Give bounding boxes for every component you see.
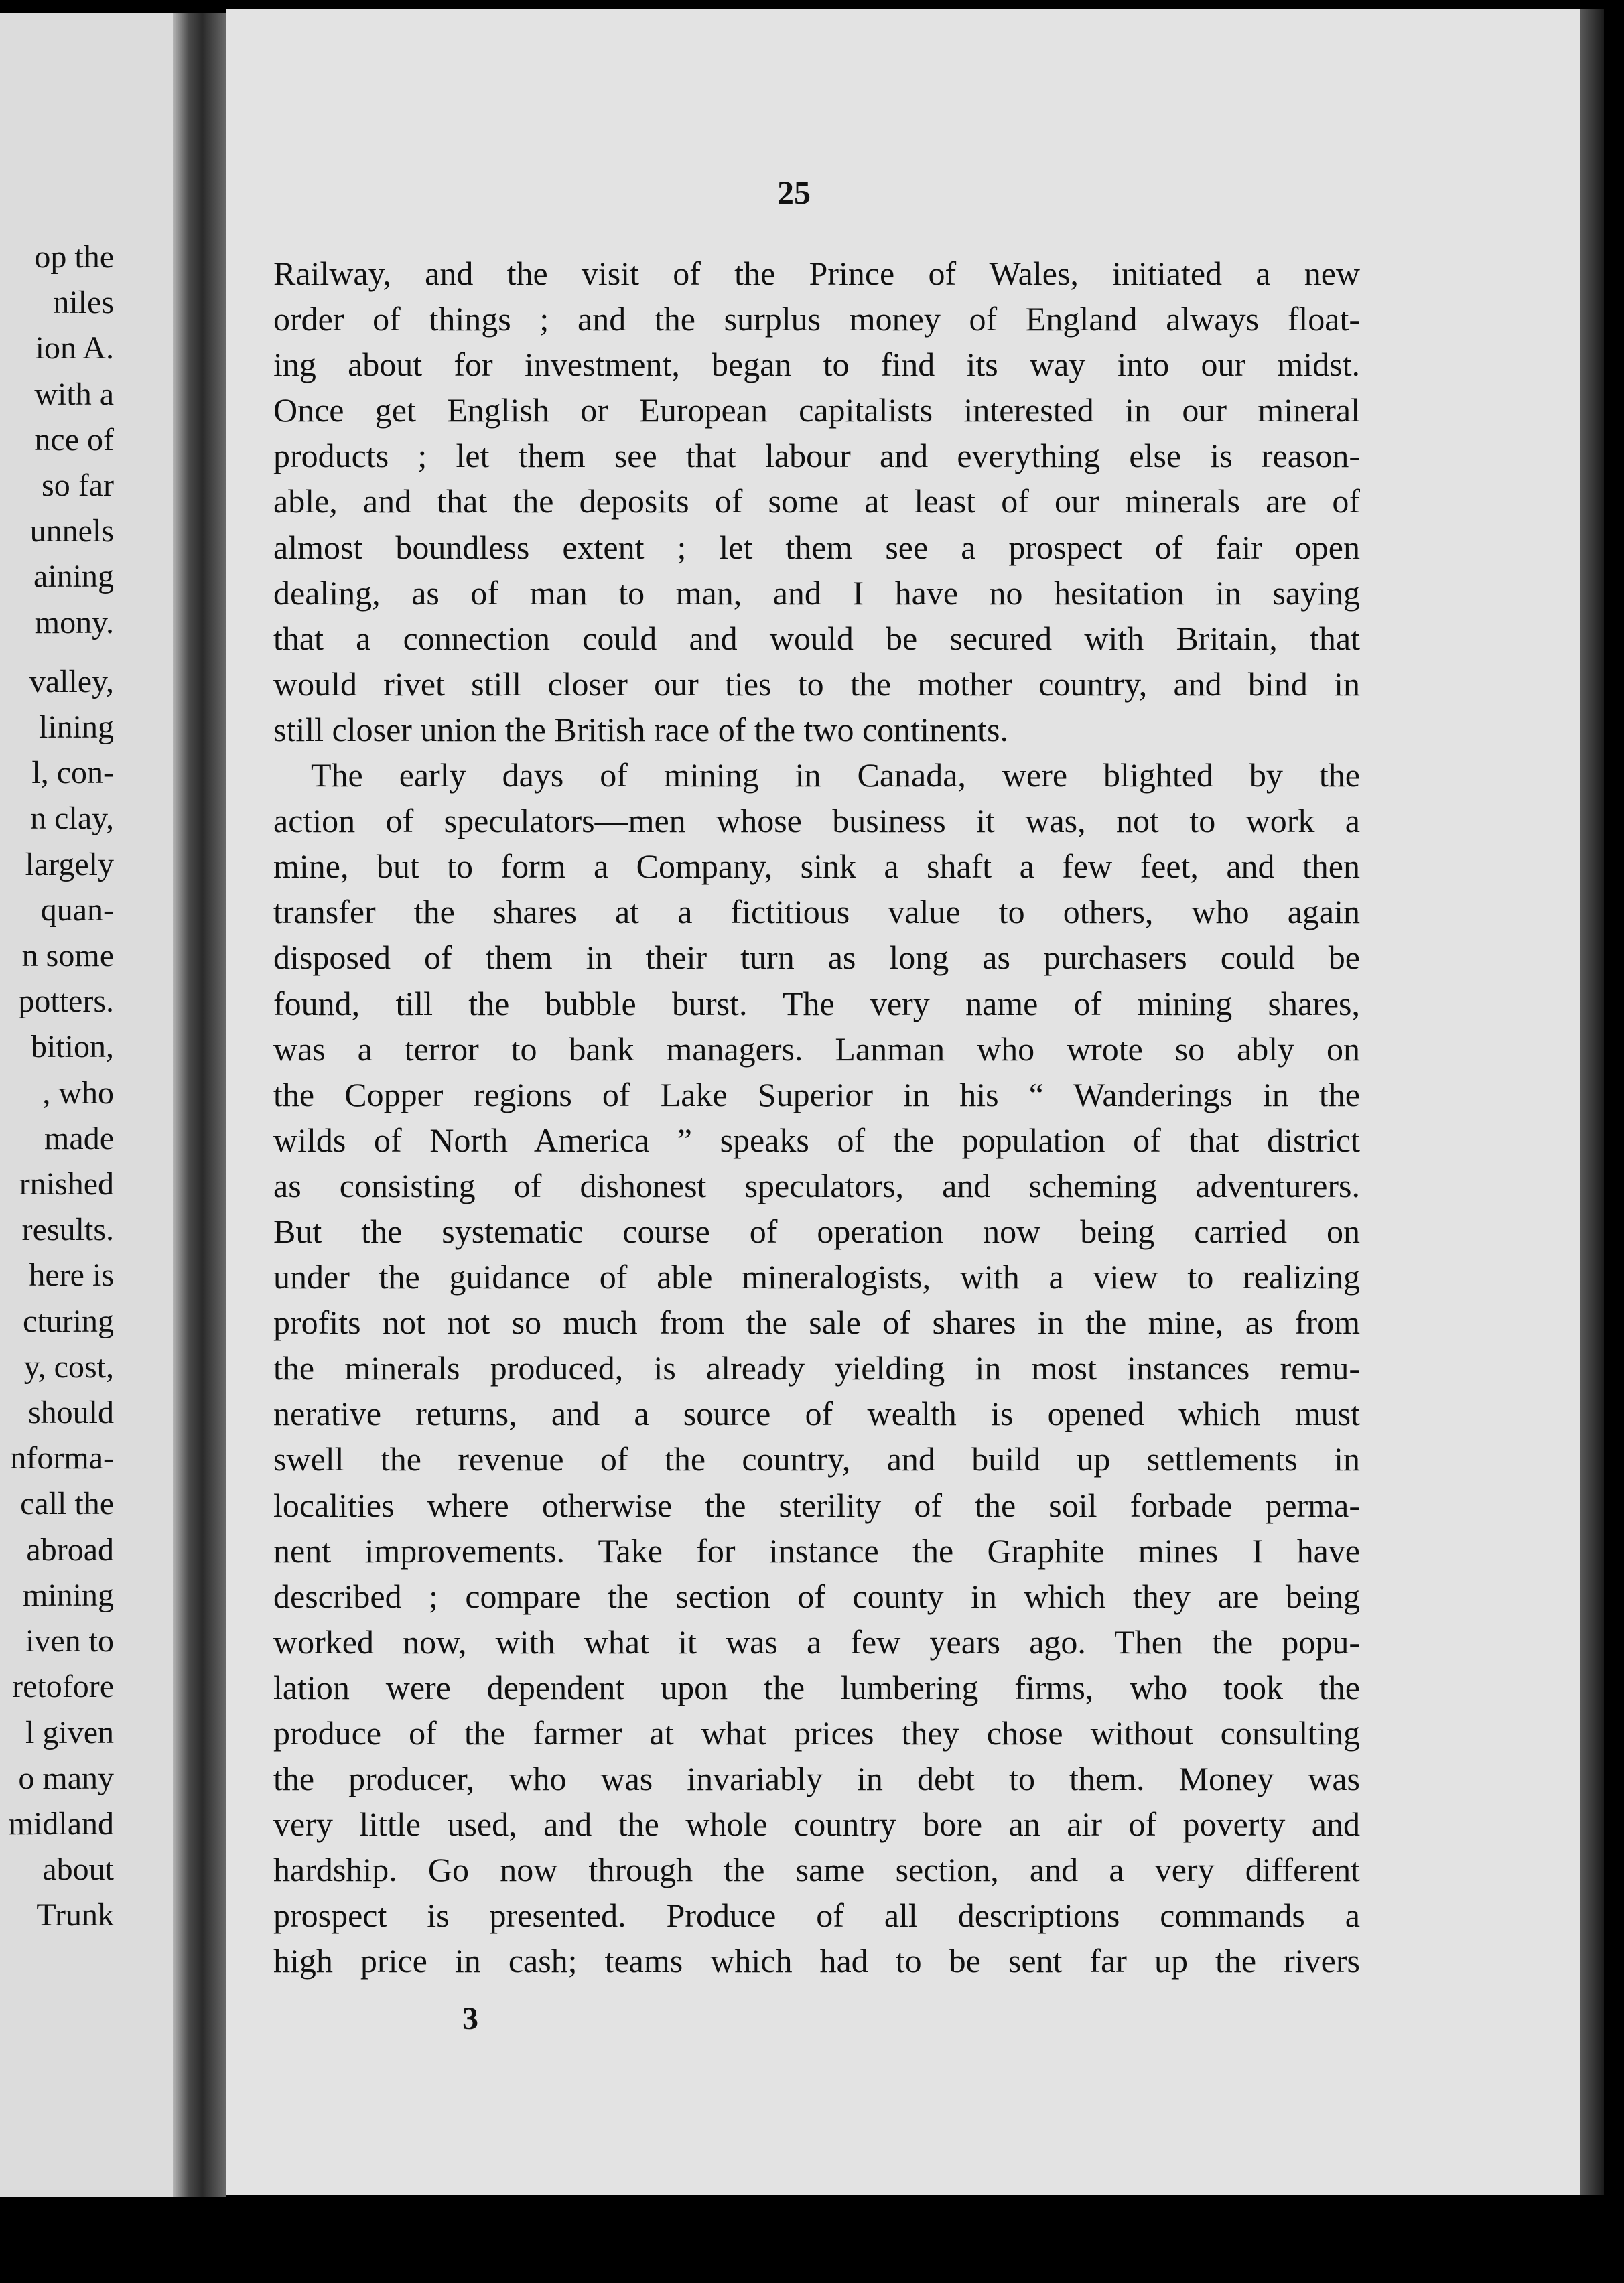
left-facing-page xyxy=(0,13,201,2197)
page-number: 25 xyxy=(777,174,811,211)
text-line: swell the revenue of the country, and build up settlements in xyxy=(273,1440,1360,1478)
left-page-line: made xyxy=(44,1120,114,1156)
text-line: the minerals produced, is already yielding in most instances remu- xyxy=(273,1349,1360,1387)
left-page-line: quan- xyxy=(40,892,114,928)
left-page-line: ion A. xyxy=(35,330,114,366)
left-page-line: potters. xyxy=(18,983,114,1020)
left-page-line: l given xyxy=(25,1714,114,1750)
text-line: as consisting of dishonest speculators, and scheming adventurers. xyxy=(273,1166,1360,1204)
text-line: profits not not so much from the sale of shares in the mine, as from xyxy=(273,1304,1360,1342)
text-line: under the guidance of able mineralogists, with a view to realizing xyxy=(273,1258,1360,1296)
text-line: products ; let them see that labour and everything else is reason- xyxy=(273,437,1360,475)
left-page-line: call the xyxy=(20,1486,114,1522)
left-page-line: aining xyxy=(33,559,114,595)
left-page-line: Trunk xyxy=(36,1897,114,1933)
text-line: nent improvements. Take for instance the Graphite mines I have xyxy=(273,1531,1360,1570)
text-line: dealing, as of man to man, and I have no hesitation in saying xyxy=(273,573,1360,612)
text-line: mine, but to form a Company, sink a shaft a few feet, and then xyxy=(273,847,1360,886)
text-line: wilds of North America ” speaks of the population of that district xyxy=(273,1121,1360,1159)
text-line: was a terror to bank managers. Lanman who wrote so ably on xyxy=(273,1030,1360,1068)
left-page-line: should xyxy=(27,1395,114,1431)
signature-mark: 3 xyxy=(462,2001,478,2036)
text-line: nerative returns, and a source of wealth is opened which must xyxy=(273,1395,1360,1433)
text-line: still closer union the British race of the two continents. xyxy=(273,710,1008,748)
left-page-line: l, con- xyxy=(31,755,114,791)
text-line: lation were dependent upon the lumbering firms, who took the xyxy=(273,1668,1360,1706)
left-page-line: with a xyxy=(34,376,114,412)
left-page-line: mony. xyxy=(34,604,114,640)
left-page-line: y, cost, xyxy=(23,1348,114,1385)
text-line: Railway, and the visit of the Prince of Wales, initiated a new xyxy=(273,255,1360,292)
left-page-line: rnished xyxy=(19,1166,114,1202)
text-line: found, till the bubble burst. The very name of mining shares, xyxy=(273,984,1360,1022)
text-line: action of speculators—men whose business it was, not to work a xyxy=(273,802,1360,840)
body-text xyxy=(273,251,1360,1984)
left-page-line: lining xyxy=(38,709,114,746)
left-page-line: retofore xyxy=(12,1669,114,1705)
text-line: prospect is presented. Produce of all descriptions commands a xyxy=(273,1896,1360,1935)
text-line: Once get English or European capitalists interested in our mineral xyxy=(273,391,1360,429)
text-line: The early days of mining in Canada, were blighted by the xyxy=(311,756,1360,794)
left-page-line: cturing xyxy=(23,1303,114,1339)
text-line: the Copper regions of Lake Superior in his “ Wanderings in the xyxy=(273,1075,1360,1113)
text-line: described ; compare the section of county in which they are being xyxy=(273,1577,1360,1615)
left-page-line: largely xyxy=(25,846,114,882)
left-page-line: nce of xyxy=(34,421,114,458)
left-page-line: iven to xyxy=(25,1623,114,1659)
left-page-line: , who xyxy=(42,1075,114,1111)
text-line: that a connection could and would be secured with Britain, that xyxy=(273,619,1360,657)
left-page-line: valley, xyxy=(29,663,114,699)
text-line: very little used, and the whole country bore an air of poverty and xyxy=(273,1805,1360,1844)
left-page-line: niles xyxy=(53,285,114,321)
text-line: hardship. Go now through the same section, and a very different xyxy=(273,1851,1360,1889)
left-page-line: n clay, xyxy=(30,801,114,837)
book-gutter xyxy=(173,13,226,2197)
left-page-line: n some xyxy=(21,938,114,974)
text-line: worked now, with what it was a few years ago. Then the popu- xyxy=(273,1622,1360,1661)
left-page-line: unnels xyxy=(29,513,114,549)
left-page-line: so far xyxy=(42,468,114,504)
text-line: But the systematic course of operation now being carried on xyxy=(273,1212,1360,1250)
text-line: high price in cash; teams which had to be sent far up the rivers xyxy=(273,1942,1360,1980)
left-page-line: about xyxy=(42,1852,114,1888)
left-page-line: abroad xyxy=(26,1531,114,1568)
left-page-line: results. xyxy=(21,1212,114,1248)
text-line: order of things ; and the surplus money of England always float- xyxy=(273,300,1360,338)
page-edge xyxy=(1580,9,1604,2195)
left-page-line: nforma- xyxy=(10,1440,114,1476)
left-page-line: mining xyxy=(22,1577,114,1613)
text-line: produce of the farmer at what prices they chose without consulting xyxy=(273,1714,1360,1752)
text-line: transfer the shares at a fictitious value to others, who again xyxy=(273,893,1360,931)
text-line: almost boundless extent ; let them see a prospect of fair open xyxy=(273,528,1360,566)
text-line: disposed of them in their turn as long as purchasers could be xyxy=(273,939,1360,977)
text-line: localities where otherwise the sterility of the soil forbade perma- xyxy=(273,1486,1360,1524)
left-page-line: op the xyxy=(34,239,114,275)
left-page-line: here is xyxy=(29,1257,114,1294)
left-page-line: o many xyxy=(18,1760,114,1796)
text-line: the producer, who was invariably in debt to them. Money was xyxy=(273,1760,1360,1798)
text-line: ing about for investment, began to find its way into our midst. xyxy=(273,346,1360,384)
text-line: would rivet still closer our ties to the mother country, and bind in xyxy=(273,665,1360,703)
left-page-text xyxy=(9,234,114,1939)
left-page-line: bition, xyxy=(30,1029,114,1065)
left-page-line: midland xyxy=(8,1805,114,1842)
text-line: able, and that the deposits of some at least of our minerals are of xyxy=(273,482,1360,521)
